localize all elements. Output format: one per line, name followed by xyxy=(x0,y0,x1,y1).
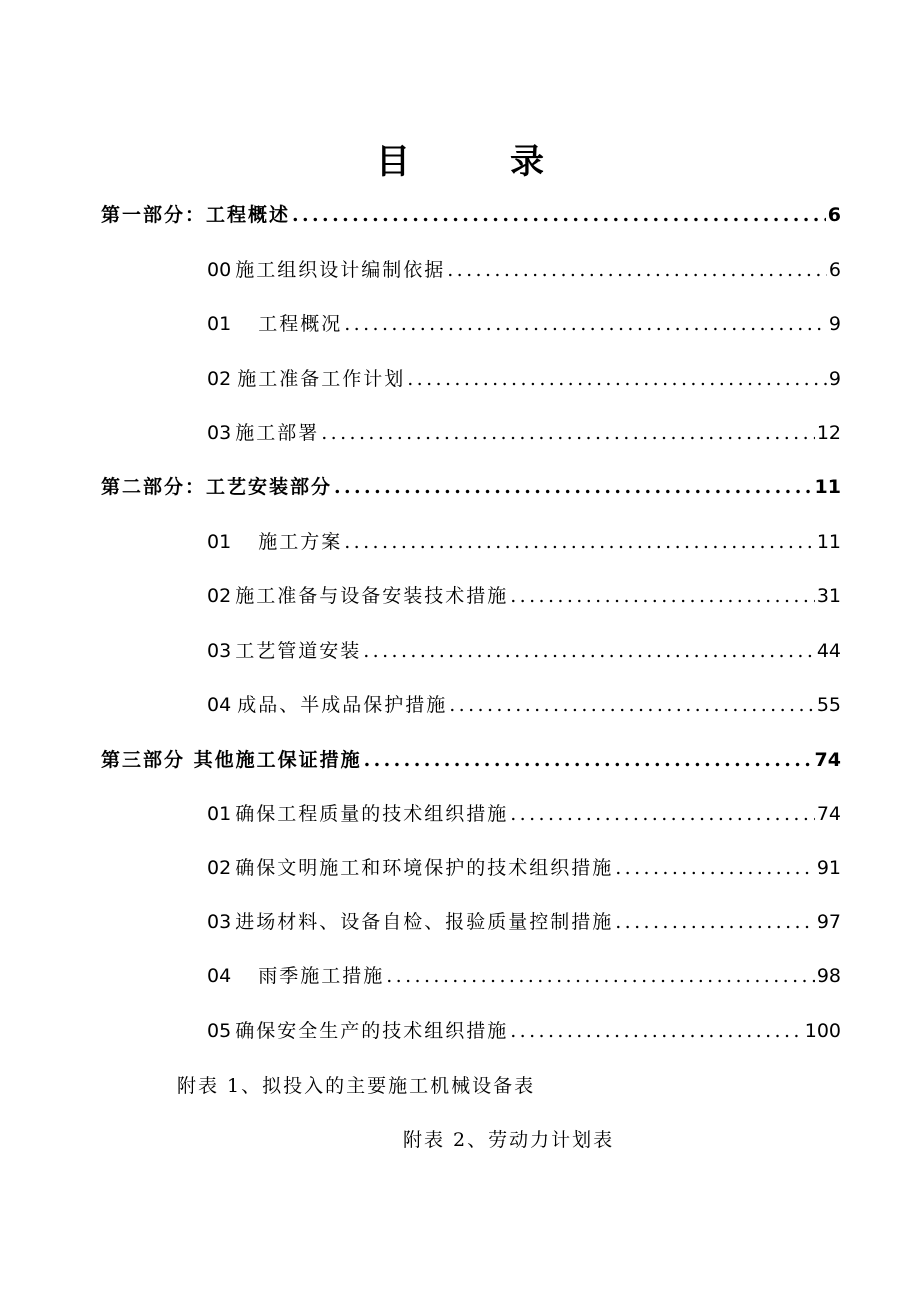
toc-entry-text: 确保工程质量的技术组织措施 xyxy=(235,803,509,825)
toc-entry-page: 55 xyxy=(816,694,841,716)
toc-entry-page: 6 xyxy=(828,259,841,281)
toc-entry xyxy=(207,1016,841,1046)
toc-entry xyxy=(207,255,841,285)
toc-leader-dots xyxy=(615,853,815,883)
toc-leader-dots xyxy=(447,255,827,285)
toc-entry xyxy=(207,690,841,720)
appendix-item: 附表 2、劳动力计划表 xyxy=(403,1129,615,1151)
toc-entry-text: 第二部分：工艺安装部分 xyxy=(101,476,333,498)
toc-entry xyxy=(101,745,841,775)
toc-entry-page: 9 xyxy=(828,368,841,390)
toc-entry xyxy=(207,309,841,339)
toc-entry-page: 74 xyxy=(814,749,841,771)
toc-entry-text: 工程概况 xyxy=(237,313,343,335)
toc-leader-dots xyxy=(364,745,813,775)
toc-leader-dots xyxy=(363,636,815,666)
toc-leader-dots xyxy=(292,200,826,230)
toc-entry-text: 工艺管道安装 xyxy=(235,640,362,662)
toc-entry-text: 第一部分：工程概述 xyxy=(101,204,291,226)
toc-entry xyxy=(207,364,841,394)
toc-leader-dots xyxy=(510,799,815,829)
toc-entry-page: 9 xyxy=(828,313,841,335)
toc-entry-page: 31 xyxy=(816,585,841,607)
toc-leader-dots xyxy=(615,907,815,937)
toc-entry xyxy=(101,200,841,230)
toc-entry-number: 01 xyxy=(207,313,232,335)
toc-entry-page: 74 xyxy=(816,803,841,825)
toc-entry-text: 施工准备与设备安装技术措施 xyxy=(235,585,509,607)
toc-entry xyxy=(207,907,841,937)
toc-entry-text: 施工部署 xyxy=(235,422,320,444)
toc-entry-text: 雨季施工措施 xyxy=(237,965,385,987)
toc-leader-dots xyxy=(321,418,815,448)
toc-leader-dots xyxy=(386,961,815,991)
toc-entry-page: 98 xyxy=(816,965,841,987)
toc-entry-number: 00 xyxy=(207,259,232,281)
toc-entry-text: 确保文明施工和环境保护的技术组织措施 xyxy=(235,857,614,879)
toc-entry-page: 91 xyxy=(816,857,841,879)
toc-entry-text: 施工准备工作计划 xyxy=(237,368,406,390)
toc-entry-page: 100 xyxy=(804,1020,841,1042)
toc-entry xyxy=(207,636,841,666)
toc-leader-dots xyxy=(334,472,813,502)
toc-leader-dots xyxy=(510,1016,803,1046)
toc-entry-page: 44 xyxy=(816,640,841,662)
toc-entry-text: 第三部分 其他施工保证措施 xyxy=(101,749,362,771)
toc-entry-number: 04 xyxy=(207,694,232,716)
toc-entry-page: 97 xyxy=(816,911,841,933)
toc-leader-dots xyxy=(407,364,827,394)
toc-leader-dots xyxy=(449,690,815,720)
toc-entry-number: 03 xyxy=(207,422,232,444)
toc-entry-page: 6 xyxy=(827,204,841,226)
toc-leader-dots xyxy=(344,527,815,557)
toc-entry-text: 进场材料、设备自检、报验质量控制措施 xyxy=(235,911,614,933)
toc-entry-number: 01 xyxy=(207,531,232,553)
appendix-item: 附表 1、拟投入的主要施工机械设备表 xyxy=(177,1075,536,1097)
toc-entry-number: 05 xyxy=(207,1020,232,1042)
toc-entry-number: 03 xyxy=(207,640,232,662)
toc-entry-text: 施工组织设计编制依据 xyxy=(235,259,446,281)
toc-entry xyxy=(207,853,841,883)
toc-entry-number: 02 xyxy=(207,368,232,390)
toc-entry-page: 11 xyxy=(814,476,841,498)
toc-entry xyxy=(207,581,841,611)
toc-entry-number: 02 xyxy=(207,857,232,879)
toc-entry-number: 03 xyxy=(207,911,232,933)
toc-leader-dots xyxy=(344,309,827,339)
toc-entry-number: 02 xyxy=(207,585,232,607)
toc-entry-number: 04 xyxy=(207,965,232,987)
toc-entry xyxy=(207,799,841,829)
toc-entry xyxy=(207,961,841,991)
toc-leader-dots xyxy=(510,581,815,611)
toc-entry-text: 施工方案 xyxy=(237,531,343,553)
toc-entry xyxy=(207,527,841,557)
toc-entry-text: 成品、半成品保护措施 xyxy=(237,694,448,716)
toc-entry-page: 12 xyxy=(816,422,841,444)
page-title: 目录 xyxy=(376,142,644,182)
toc-entry xyxy=(101,472,841,502)
toc-entry-page: 11 xyxy=(816,531,841,553)
toc-entry-number: 01 xyxy=(207,803,232,825)
toc-entry xyxy=(207,418,841,448)
toc-entry-text: 确保安全生产的技术组织措施 xyxy=(235,1020,509,1042)
